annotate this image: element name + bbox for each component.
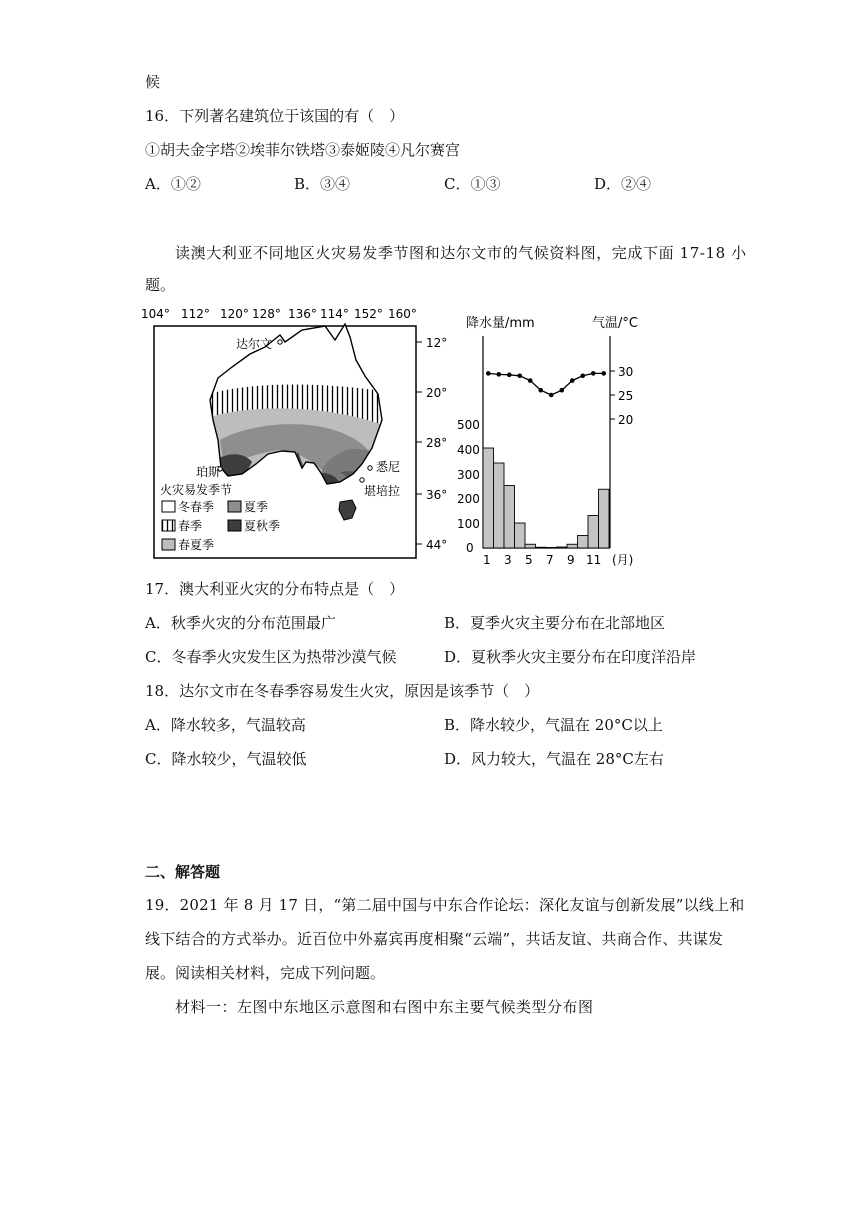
legend-label-winter-spring: 冬春季 (178, 500, 215, 514)
q19-line-2: 线下结合的方式举办。近百位中外嘉宾再度相聚“云端”，共话友谊、共商合作、共谋发 (145, 930, 724, 948)
q16-option-d: D．②④ (594, 175, 652, 193)
lon-label: 104° (141, 307, 170, 321)
q18-option-a: A．降水较多，气温较高 (145, 716, 306, 734)
q18-stem: 18．达尔文市在冬春季容易发生火灾，原因是该季节（ ） (145, 682, 540, 700)
q16-items: ①胡夫金字塔②埃菲尔铁塔③泰姬陵④凡尔赛宫 (145, 141, 461, 159)
temperature-point (528, 378, 533, 383)
month-tick: 5 (525, 553, 533, 567)
lon-label: 114° (320, 307, 349, 321)
precip-bar (599, 489, 610, 548)
lon-label: 152° (354, 307, 383, 321)
temperature-point (559, 388, 564, 393)
perth-label: 珀斯 (196, 465, 221, 479)
sydney-marker (368, 466, 372, 470)
legend-label-summer: 夏季 (244, 500, 269, 514)
q19-material-1: 材料一：左图中东地区示意图和右图中东主要气候类型分布图 (175, 998, 594, 1016)
q18-option-b: B．降水较少，气温在 20°C以上 (444, 716, 663, 734)
precip-bar (494, 463, 505, 548)
precip-bar (588, 516, 599, 549)
temperature-point (580, 374, 585, 379)
continued-text: 候 (145, 73, 161, 91)
q19-line-1: 19．2021 年 8 月 17 日，“第二届中国与中东合作论坛：深化友谊与创新发展”以线上和 (145, 896, 745, 914)
section-title: 二、解答题 (145, 863, 221, 881)
legend-swatch-winter-spring (162, 501, 175, 512)
precip-tick: 400 (457, 443, 480, 457)
temperature-point (570, 378, 575, 383)
q19-line-3: 展。阅读相关材料，完成下列问题。 (145, 964, 386, 982)
precip-bar (515, 523, 526, 548)
precip-tick: 300 (457, 468, 480, 482)
precip-tick: 500 (457, 418, 480, 432)
legend-swatch-summer (228, 501, 241, 512)
temperature-point (496, 372, 501, 377)
legend-swatch-spring (162, 520, 175, 531)
q16-option-c: C．①③ (444, 175, 501, 193)
q17-option-b: B．夏季火灾主要分布在北部地区 (444, 614, 666, 632)
month-tick: 3 (504, 553, 512, 567)
lon-label: 136° (288, 307, 317, 321)
q16-option-a: A．①② (145, 175, 201, 193)
q17-option-c: C．冬春季火灾发生区为热带沙漠气候 (145, 648, 397, 666)
q17-option-a: A．秋季火灾的分布范围最广 (145, 614, 336, 632)
q17-option-d: D．夏秋季火灾主要分布在印度洋沿岸 (444, 648, 697, 666)
lon-label: 160° (388, 307, 417, 321)
month-unit: (月) (612, 553, 634, 567)
temperature-point (507, 373, 512, 378)
intro-line-2: 题。 (145, 276, 176, 294)
precip-bar (525, 544, 536, 548)
month-tick: 7 (546, 553, 554, 567)
lat-label: 20° (426, 386, 448, 400)
temperature-point (538, 388, 543, 393)
temp-tick: 30 (618, 365, 634, 379)
q18-option-d: D．风力较大，气温在 28°C左右 (444, 750, 664, 768)
legend-label-summer-autumn: 夏秋季 (244, 519, 281, 533)
precip-bar (557, 547, 568, 548)
precip-bar (546, 548, 557, 549)
precip-bar (504, 486, 515, 549)
canberra-label: 堪培拉 (364, 484, 401, 498)
legend-label-spring-summer: 春夏季 (178, 538, 215, 552)
legend-swatch-summer-autumn (228, 520, 241, 531)
precip-bar (483, 448, 494, 548)
darwin-climate-chart (452, 308, 652, 570)
month-tick: 9 (567, 553, 575, 567)
q17-stem: 17．澳大利亚火灾的分布特点是（ ） (145, 580, 405, 598)
lon-label: 128° (252, 307, 281, 321)
temp-axis-title: 气温/°C (592, 316, 638, 331)
intro-line-1: 读澳大利亚不同地区火灾易发季节图和达尔文市的气候资料图，完成下面 17-18 小 (175, 244, 747, 262)
temperature-line (488, 373, 604, 395)
temperature-point (601, 371, 606, 376)
legend-title: 火灾易发季节 (160, 483, 233, 497)
temperature-point (517, 374, 522, 379)
temp-tick: 25 (618, 389, 634, 403)
precip-tick: 100 (457, 517, 480, 531)
lon-label: 120° (220, 307, 249, 321)
temperature-point (549, 393, 554, 398)
australia-fire-map (140, 302, 460, 564)
month-tick: 11 (586, 553, 602, 567)
temperature-point (591, 371, 596, 376)
lat-label: 44° (426, 538, 448, 552)
precip-axis-title: 降水量/mm (466, 316, 535, 331)
precip-bar (536, 547, 547, 548)
legend-label-spring: 春季 (178, 519, 203, 533)
precip-bar (567, 544, 578, 548)
legend-swatch-spring-summer (162, 539, 175, 550)
precip-tick: 0 (466, 541, 474, 555)
precip-bar (578, 536, 589, 549)
canberra-marker (360, 478, 364, 482)
q18-option-c: C．降水较少，气温较低 (145, 750, 307, 768)
month-tick: 1 (483, 553, 491, 567)
precip-tick: 200 (457, 492, 480, 506)
sydney-label: 悉尼 (376, 460, 401, 474)
darwin-label: 达尔文 (236, 337, 273, 351)
temperature-point (486, 371, 491, 376)
q16-option-b: B．③④ (294, 175, 351, 193)
darwin-marker (278, 340, 282, 344)
lat-label: 28° (426, 436, 448, 450)
q16-stem: 16．下列著名建筑位于该国的有（ ） (145, 107, 405, 125)
lat-label: 36° (426, 488, 448, 502)
temp-tick: 20 (618, 413, 634, 427)
lon-label: 112° (181, 307, 210, 321)
lat-label: 12° (426, 336, 448, 350)
